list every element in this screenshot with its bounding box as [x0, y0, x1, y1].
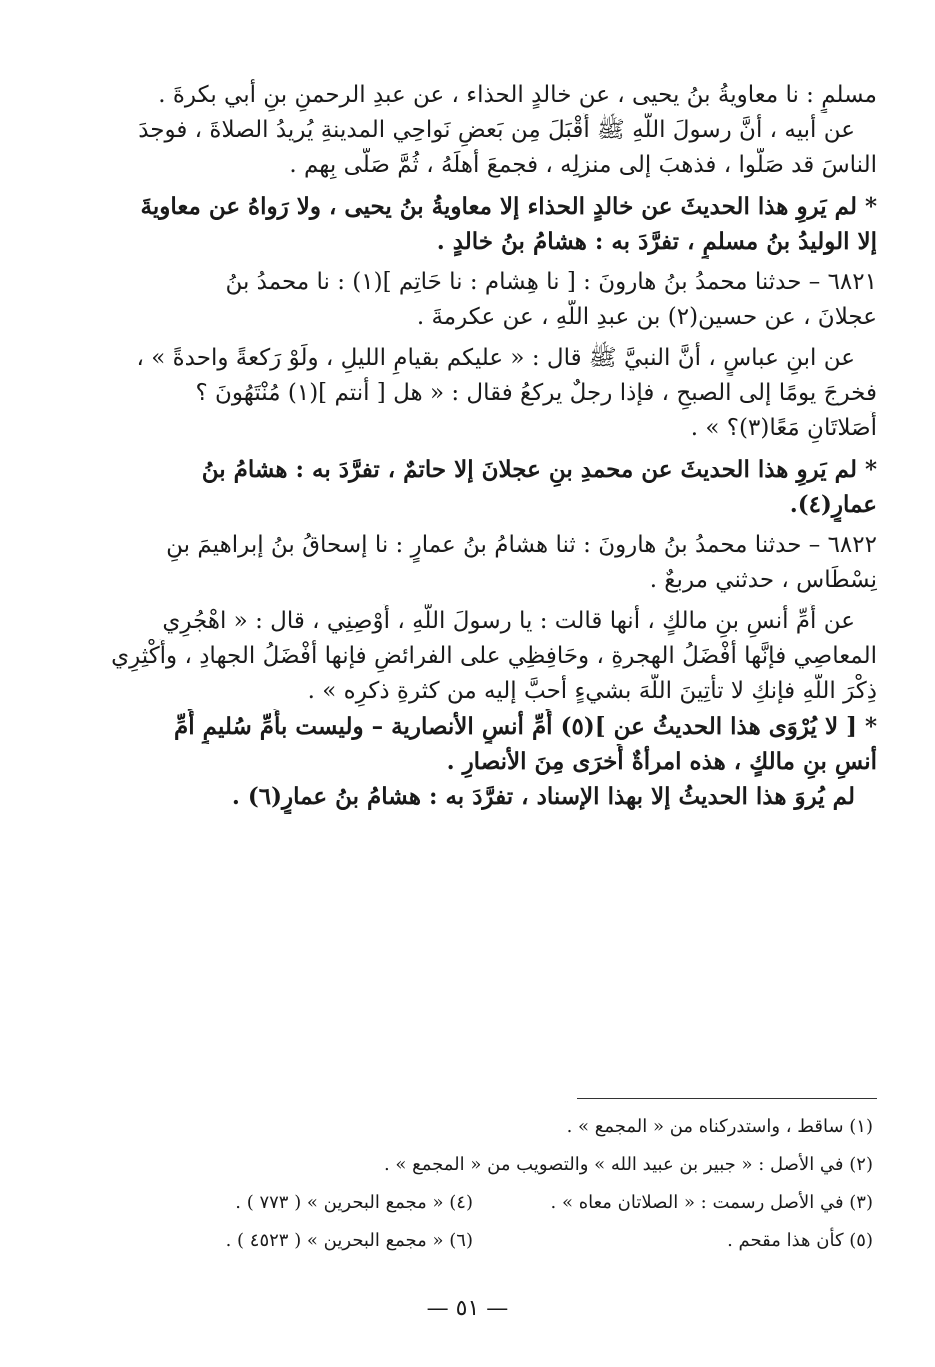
- text-line: نِسْطَاس ، حدثني مربعٌ .: [649, 567, 877, 593]
- footnote-5: (٥) كأن هذا مقحم .: [727, 1230, 873, 1251]
- text-line: أَصَلاتَانِ مَعًا(٣)؟ » .: [690, 415, 877, 441]
- footnote-row: [52, 1108, 873, 1146]
- main-text: [52, 78, 877, 814]
- commentary-line: * [ لا يُرْوَى هذا الحديثُ عن ](٥) أُمِّ أنسٍ الأنصارية – وليست بأُمِّ سُليمٍ أُمِّ: [174, 713, 877, 740]
- footnote-6: (٦) « مجمع البحرين » ( ٤٥٢٣ ) .: [225, 1230, 473, 1251]
- commentary-line: لم يُروَ هذا الحديثُ إلا بهذا الإسناد ، تفرَّدَ به : هشامُ بنُ عمارٍ(٦) .: [231, 783, 855, 810]
- text-line: عن أبيه ، أنَّ رسولَ اللَّهِ ﷺ أَقْبَلَ مِن بَعضِ نَواحِي المدينةِ يُريدُ الصلاةَ ، فوجدَ: [138, 117, 855, 143]
- commentary-line: عمارٍ(٤).: [789, 491, 877, 518]
- commentary-line: أنسِ بنِ مالكٍ ، هذه امرأةٌ أُخرَى مِنَ الأنصارِ .: [446, 748, 877, 775]
- footnotes: [52, 1108, 873, 1260]
- text-line: ذِكْرَ اللَّهِ فإنكِ لا تأْتِينَ اللَّهَ بشيءٍ أحبَّ إليه من كثرةِ ذكرِه » .: [307, 678, 877, 704]
- page-number: — ٥١ —: [426, 1296, 509, 1321]
- footnote-2: (٢) في الأصل : « جبير بن عبيد الله » والتصويب من « المجمع » .: [383, 1154, 873, 1175]
- text-line: المعاصِي فإنَّها أفْضَلُ الهجرةِ ، وحَافِظِي على الفرائضِ فإنها أفْضَلُ الجهادِ ، وأَكْثِرِي: [111, 643, 877, 669]
- footnote-3: (٣) في الأصل رسمت : « الصلاتان معاه » .: [550, 1192, 873, 1213]
- hadith-heading: ٦٨٢٢ – حدثنا محمدُ بنُ هارونَ : ثنا هشامُ بنُ عمارٍ : نا إسحاقُ بنُ إبراهيمَ بنِ: [166, 532, 877, 558]
- text-line: عجلانَ ، عن حسين(٢) بن عبدِ اللَّهِ ، عن عكرمةَ .: [416, 304, 877, 330]
- text-line: عن ابنِ عباسٍ ، أنَّ النبيَّ ﷺ قال : « عليكم بقيامِ الليلِ ، ولَوْ رَكعةً واحدةً » ،: [136, 345, 855, 371]
- commentary-line: إلا الوليدُ بنُ مسلمٍ ، تفرَّدَ به : هشامُ بنُ خالدٍ .: [436, 228, 877, 255]
- footnote-row: [52, 1146, 873, 1184]
- footnote-row: [52, 1222, 873, 1260]
- footnote-1: (١) ساقط ، واستدركناه من « المجمع » .: [566, 1116, 873, 1137]
- commentary-line: * لم يَروِ هذا الحديثَ عن خالدٍ الحذاء إلا معاويةُ بنُ يحيى ، ولا رَواهُ عن معاويةَ: [140, 193, 877, 220]
- text-line: فخرجَ يومًا إلى الصبحِ ، فإذا رجلٌ يركعُ فقال : « هل [ أنتم ](١) مُنْتَهُونَ ؟: [195, 380, 877, 406]
- text-line: مسلمٍ : نا معاويةُ بنُ يحيى ، عن خالدٍ الحذاء ، عن عبدِ الرحمنِ بنِ أبي بكرةَ .: [158, 82, 877, 108]
- footnote-4: (٤) « مجمع البحرين » ( ٧٧٣ ) .: [235, 1192, 473, 1213]
- text-line: عن أُمِّ أنسِ بنِ مالكٍ ، أنها قالت : يا رسولَ اللَّهِ ، أَوْصِنِي ، قال : « اهْجُرِي: [162, 608, 855, 634]
- text-line: الناسَ قد صَلَّوا ، فذهبَ إلى منزلِه ، فجمعَ أهلَهُ ، ثُمَّ صَلَّى بِهم .: [289, 152, 877, 178]
- commentary-line: * لم يَروِ هذا الحديثَ عن محمدِ بنِ عجلانَ إلا حاتمٌ ، تفرَّدَ به : هشامُ بنُ: [201, 456, 877, 483]
- footnote-row: [52, 1184, 873, 1222]
- hadith-heading: ٦٨٢١ – حدثنا محمدُ بنُ هارونَ : [ نا هِشام : نا حَاتِم ](١) : نا محمدُ بنُ: [225, 269, 877, 295]
- footnote-divider: [577, 1098, 877, 1099]
